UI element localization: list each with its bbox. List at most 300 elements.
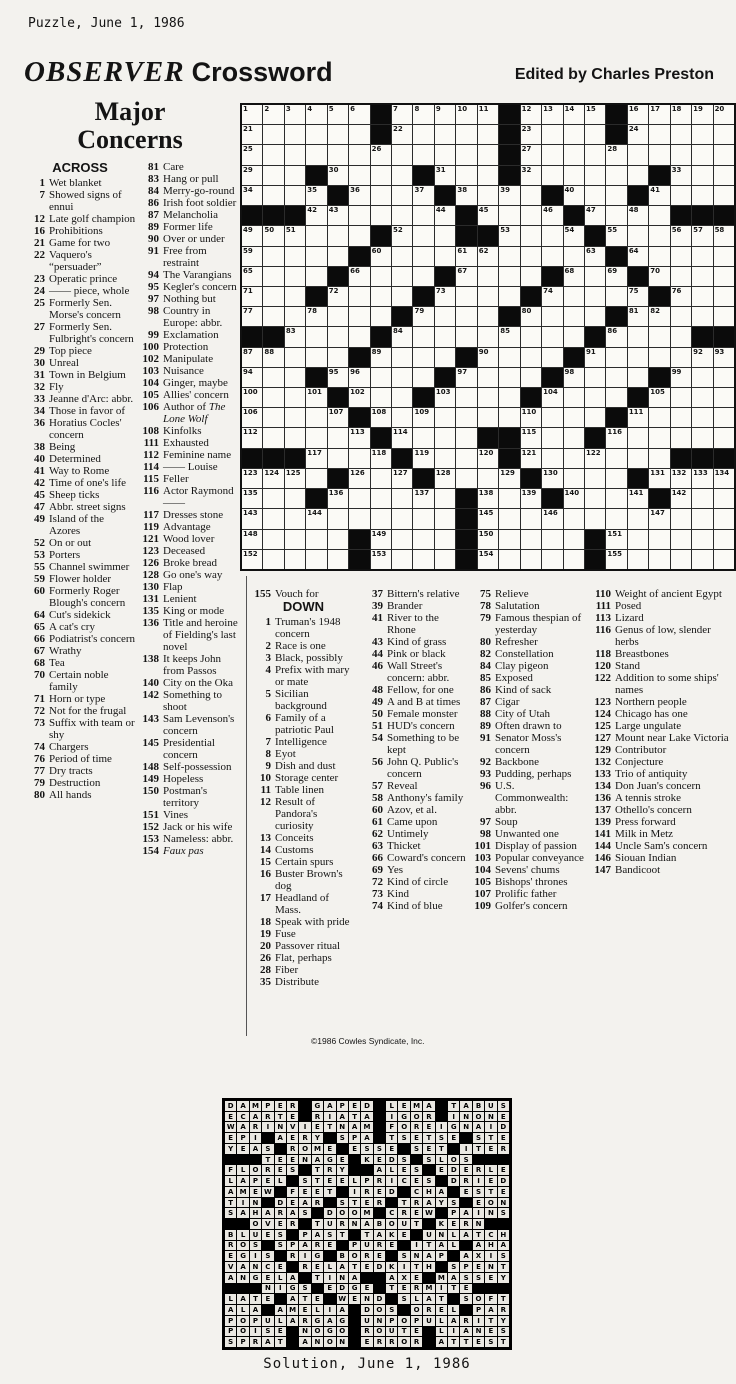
solution-letter-cell: T xyxy=(337,1230,348,1240)
clue-number: 142 xyxy=(142,689,159,701)
grid-cell xyxy=(306,428,326,447)
grid-black-cell xyxy=(564,348,584,367)
clue-number: 37 xyxy=(372,588,383,600)
solution-letter-cell: A xyxy=(250,1144,261,1154)
solution-letter-cell: P xyxy=(436,1251,447,1261)
grid-cell xyxy=(564,226,584,245)
clue-number: 72 xyxy=(34,705,45,717)
grid-cell xyxy=(628,247,648,266)
grid-cell-number: 20 xyxy=(714,105,725,113)
grid-cell xyxy=(413,449,433,468)
clue-text: Actor Raymond —— xyxy=(163,485,234,509)
grid-cell xyxy=(692,287,712,306)
grid-cell-number: 149 xyxy=(371,529,387,538)
grid-cell xyxy=(456,287,476,306)
grid-cell xyxy=(606,530,626,549)
solution-letter-cell: E xyxy=(398,1284,409,1294)
grid-cell xyxy=(521,449,541,468)
clue-text: Something to shoot xyxy=(163,689,222,713)
grid-cell xyxy=(585,348,605,367)
clue-text: Wall Street's concern: abbr. xyxy=(387,660,450,684)
masthead xyxy=(24,56,714,89)
clue-text: Exclamation xyxy=(163,329,219,341)
solution-letter-cell: G xyxy=(448,1122,459,1132)
grid-cell xyxy=(306,388,326,407)
grid-black-cell xyxy=(435,186,455,205)
clue-number: 122 xyxy=(594,672,611,684)
across-clue xyxy=(24,561,136,573)
grid-cell xyxy=(521,307,541,326)
grid-cell xyxy=(606,489,626,508)
clue-number: 39 xyxy=(372,600,383,612)
grid-cell xyxy=(285,469,305,488)
solution-letter-cell: U xyxy=(398,1219,409,1229)
grid-cell xyxy=(606,327,626,346)
grid-cell xyxy=(585,368,605,387)
grid-cell xyxy=(392,550,412,569)
solution-black-cell xyxy=(361,1165,372,1175)
grid-cell xyxy=(413,105,433,124)
grid-cell xyxy=(478,267,498,286)
solution-black-cell xyxy=(237,1284,248,1294)
down-clue xyxy=(590,648,735,660)
down-clue xyxy=(250,640,357,652)
solution-black-cell xyxy=(337,1241,348,1251)
grid-cell-number: 68 xyxy=(564,266,575,275)
down-clue xyxy=(590,672,735,696)
down-clue xyxy=(362,888,467,900)
clue-text: Clay pigeon xyxy=(495,660,549,672)
grid-cell xyxy=(649,388,669,407)
grid-cell xyxy=(456,105,476,124)
grid-cell xyxy=(392,186,412,205)
clue-text: Female monster xyxy=(387,708,458,720)
clue-text: Allies' concern xyxy=(163,389,229,401)
grid-cell xyxy=(349,327,369,346)
grid-black-cell xyxy=(242,206,262,225)
clue-number: 124 xyxy=(594,708,611,720)
clue-text: Prohibitions xyxy=(49,225,103,237)
solution-letter-cell: T xyxy=(299,1294,310,1304)
grid-black-cell xyxy=(456,206,476,225)
clue-number: 60 xyxy=(372,804,383,816)
solution-letter-cell: E xyxy=(460,1165,471,1175)
solution-letter-cell: E xyxy=(262,1273,273,1283)
grid-cell xyxy=(585,509,605,528)
grid-cell xyxy=(263,125,283,144)
grid-cell xyxy=(328,489,348,508)
clue-number: 49 xyxy=(34,513,45,525)
down-clue xyxy=(362,600,467,612)
clue-number: 28 xyxy=(260,964,271,976)
across-clue xyxy=(24,369,136,381)
solution-letter-cell: D xyxy=(498,1122,509,1132)
grid-cell xyxy=(692,226,712,245)
grid-cell xyxy=(349,287,369,306)
clue-text: Formerly Sen. Morse's concern xyxy=(49,297,121,321)
clue-text: Porters xyxy=(49,549,81,561)
solution-letter-cell: E xyxy=(262,1294,273,1304)
crossword-grid xyxy=(240,103,736,571)
across-clue xyxy=(138,173,241,185)
clue-number: 49 xyxy=(372,696,383,708)
solution-letter-cell: F xyxy=(485,1294,496,1304)
grid-cell-number: 77 xyxy=(243,307,253,316)
across-clue xyxy=(24,381,136,393)
grid-cell-number: 37 xyxy=(414,185,425,194)
across-clue xyxy=(24,717,136,741)
solution-black-cell xyxy=(299,1165,310,1175)
grid-black-cell xyxy=(371,226,391,245)
grid-cell xyxy=(328,509,348,528)
solution-letter-cell: I xyxy=(386,1112,397,1122)
solution-letter-cell: D xyxy=(498,1176,509,1186)
clue-text: Family of a patriotic Paul xyxy=(275,712,334,736)
down-clue xyxy=(590,756,735,768)
grid-cell-number: 145 xyxy=(478,509,494,518)
grid-cell-number: 53 xyxy=(500,226,510,235)
grid-cell xyxy=(392,388,412,407)
grid-cell xyxy=(628,348,648,367)
solution-letter-cell: P xyxy=(237,1133,248,1143)
solution-letter-cell: G xyxy=(312,1251,323,1261)
clue-number: 80 xyxy=(34,789,45,801)
clue-number: 149 xyxy=(142,773,159,785)
grid-cell xyxy=(692,530,712,549)
clue-number: 43 xyxy=(372,636,383,648)
solution-letter-cell: P xyxy=(349,1133,360,1143)
solution-letter-cell: P xyxy=(287,1241,298,1251)
clue-text: Chargers xyxy=(49,741,89,753)
solution-letter-cell: M xyxy=(436,1273,447,1283)
solution-letter-cell: Y xyxy=(337,1165,348,1175)
clue-text: Azov, et al. xyxy=(387,804,437,816)
grid-cell xyxy=(564,145,584,164)
down-clue xyxy=(250,688,357,712)
down-clue xyxy=(362,864,467,876)
grid-cell-number: 103 xyxy=(435,388,451,397)
solution-letter-cell: N xyxy=(237,1273,248,1283)
solution-letter-cell: A xyxy=(250,1305,261,1315)
grid-black-cell xyxy=(671,206,691,225)
across-clue xyxy=(24,645,136,657)
clue-text: Faux pas xyxy=(163,845,204,857)
solution-black-cell xyxy=(398,1144,409,1154)
solution-letter-cell: O xyxy=(398,1316,409,1326)
across-clue xyxy=(138,593,241,605)
grid-black-cell xyxy=(328,186,348,205)
clue-text: River to the Rhone xyxy=(387,612,439,636)
grid-cell xyxy=(542,226,562,245)
solution-letter-cell: S xyxy=(337,1133,348,1143)
grid-cell-number: 130 xyxy=(543,468,558,477)
grid-cell xyxy=(671,530,691,549)
clue-text: Broke bread xyxy=(163,557,218,569)
grid-cell xyxy=(413,145,433,164)
solution-letter-cell: S xyxy=(299,1284,310,1294)
grid-black-cell xyxy=(456,489,476,508)
clue-number: 17 xyxy=(260,892,271,904)
across-clue xyxy=(138,533,241,545)
grid-black-cell xyxy=(306,287,326,306)
grid-cell xyxy=(628,307,648,326)
grid-cell-number: 12 xyxy=(521,105,532,113)
grid-cell-number: 62 xyxy=(478,246,489,255)
solution-letter-cell: P xyxy=(473,1305,484,1315)
solution-black-cell xyxy=(349,1155,360,1165)
clue-number: 97 xyxy=(148,293,159,305)
solution-letter-cell: K xyxy=(386,1262,397,1272)
grid-cell xyxy=(435,449,455,468)
solution-letter-cell: L xyxy=(386,1165,397,1175)
solution-letter-cell: T xyxy=(423,1133,434,1143)
solution-letter-cell: A xyxy=(361,1219,372,1229)
solution-grid xyxy=(222,1098,512,1350)
grid-cell xyxy=(628,287,648,306)
grid-cell xyxy=(499,348,519,367)
grid-cell xyxy=(628,449,648,468)
clue-text: Headland of Mass. xyxy=(275,892,330,916)
clue-number: 66 xyxy=(34,633,45,645)
solution-letter-cell: P xyxy=(460,1262,471,1272)
grid-cell-number: 19 xyxy=(693,105,703,113)
grid-cell xyxy=(478,125,498,144)
grid-black-cell xyxy=(456,348,476,367)
clue-text: Merry-go-round xyxy=(163,185,235,197)
grid-cell xyxy=(242,509,262,528)
solution-black-cell xyxy=(498,1219,509,1229)
clue-text: Operatic prince xyxy=(49,273,118,285)
grid-cell xyxy=(349,105,369,124)
clue-text: Irish foot soldier xyxy=(163,197,237,209)
grid-black-cell xyxy=(542,368,562,387)
grid-black-cell xyxy=(499,145,519,164)
solution-letter-cell: A xyxy=(386,1273,397,1283)
clue-text: Conjecture xyxy=(615,756,664,768)
grid-cell-number: 10 xyxy=(457,105,468,113)
across-clue xyxy=(138,221,241,233)
clue-number: 153 xyxy=(142,833,159,845)
grid-cell-number: 28 xyxy=(607,145,618,154)
solution-letter-cell: G xyxy=(287,1284,298,1294)
down-clue xyxy=(470,828,584,840)
grid-cell-number: 86 xyxy=(607,327,618,336)
clue-number: 55 xyxy=(34,561,45,573)
across-clue xyxy=(24,177,136,189)
grid-cell-number: 26 xyxy=(371,145,382,154)
grid-cell xyxy=(263,186,283,205)
grid-cell xyxy=(649,145,669,164)
clue-number: 92 xyxy=(480,756,491,768)
grid-cell xyxy=(242,287,262,306)
grid-black-cell xyxy=(628,186,648,205)
down-clue xyxy=(470,900,584,912)
solution-black-cell xyxy=(473,1284,484,1294)
solution-black-cell xyxy=(485,1155,496,1165)
solution-letter-cell: S xyxy=(460,1294,471,1304)
solution-letter-cell: F xyxy=(386,1122,397,1132)
grid-cell xyxy=(649,408,669,427)
grid-cell xyxy=(306,145,326,164)
clue-text: Self-possession xyxy=(163,761,232,773)
clue-text: Certain noble family xyxy=(49,669,109,693)
clue-number: 54 xyxy=(372,732,383,744)
solution-letter-cell: I xyxy=(460,1144,471,1154)
down-clue xyxy=(250,952,357,964)
solution-letter-cell: T xyxy=(312,1273,323,1283)
clue-number: 82 xyxy=(480,648,491,660)
grid-cell xyxy=(285,307,305,326)
grid-cell-number: 120 xyxy=(478,448,494,457)
solution-letter-cell: P xyxy=(349,1241,360,1251)
solution-letter-cell: A xyxy=(287,1316,298,1326)
clue-number: 150 xyxy=(142,785,159,797)
across-clue xyxy=(24,789,136,801)
grid-cell xyxy=(263,388,283,407)
across-clue xyxy=(138,545,241,557)
down-clue xyxy=(470,612,584,636)
solution-letter-cell: S xyxy=(473,1133,484,1143)
solution-letter-cell: M xyxy=(287,1305,298,1315)
grid-cell xyxy=(542,327,562,346)
grid-cell-number: 32 xyxy=(521,165,532,174)
solution-letter-cell: E xyxy=(237,1144,248,1154)
clue-number: 75 xyxy=(480,588,491,600)
solution-letter-cell: E xyxy=(250,1187,261,1197)
clue-number: 19 xyxy=(260,928,271,940)
clue-number: 112 xyxy=(143,449,159,461)
across-clues-column-1 xyxy=(24,161,136,801)
solution-letter-cell: R xyxy=(287,1101,298,1111)
grid-cell xyxy=(306,530,326,549)
across-clue xyxy=(24,273,136,285)
grid-cell xyxy=(435,348,455,367)
clue-number: 86 xyxy=(148,197,159,209)
solution-letter-cell: T xyxy=(324,1122,335,1132)
solution-letter-cell: R xyxy=(275,1208,286,1218)
grid-black-cell xyxy=(456,530,476,549)
clue-number: 73 xyxy=(372,888,383,900)
solution-letter-cell: E xyxy=(225,1112,236,1122)
grid-cell-number: 67 xyxy=(457,266,468,275)
grid-cell xyxy=(628,226,648,245)
clue-number: 96 xyxy=(480,780,491,792)
solution-black-cell xyxy=(460,1305,471,1315)
grid-cell xyxy=(692,469,712,488)
clue-number: 98 xyxy=(148,305,159,317)
down-clue xyxy=(362,840,467,852)
solution-letter-cell: P xyxy=(250,1316,261,1326)
grid-black-cell xyxy=(692,206,712,225)
clue-number: 41 xyxy=(34,465,45,477)
solution-letter-cell: F xyxy=(225,1165,236,1175)
clue-number: 59 xyxy=(34,573,45,585)
grid-black-cell xyxy=(649,489,669,508)
solution-letter-cell: E xyxy=(349,1294,360,1304)
clue-text: Late golf champion xyxy=(49,213,136,225)
clue-number: 6 xyxy=(265,712,271,724)
grid-cell-number: 117 xyxy=(307,448,322,457)
grid-cell xyxy=(714,530,734,549)
grid-black-cell xyxy=(585,327,605,346)
down-clue xyxy=(362,876,467,888)
solution-letter-cell: E xyxy=(312,1262,323,1272)
clue-number: 107 xyxy=(474,888,491,900)
solution-letter-cell: I xyxy=(398,1262,409,1272)
solution-letter-cell: R xyxy=(361,1251,372,1261)
clue-text: Kind of sack xyxy=(495,684,552,696)
solution-letter-cell: O xyxy=(386,1219,397,1229)
down-clue xyxy=(470,888,584,900)
across-clue xyxy=(24,657,136,669)
grid-cell xyxy=(564,166,584,185)
across-clue xyxy=(24,669,136,693)
clue-text: Something to be kept xyxy=(387,732,460,756)
grid-cell xyxy=(521,327,541,346)
clue-text: Those in favor of xyxy=(49,405,126,417)
solution-letter-cell: L xyxy=(225,1176,236,1186)
solution-letter-cell: E xyxy=(374,1187,385,1197)
grid-cell-number: 36 xyxy=(350,185,360,194)
solution-black-cell xyxy=(275,1251,286,1261)
down-clue xyxy=(250,844,357,856)
solution-letter-cell: M xyxy=(312,1144,323,1154)
clue-number: 25 xyxy=(34,297,45,309)
solution-letter-cell: P xyxy=(250,1176,261,1186)
grid-cell xyxy=(263,530,283,549)
solution-letter-cell: A xyxy=(337,1112,348,1122)
clue-text: Destruction xyxy=(49,777,101,789)
solution-letter-cell: A xyxy=(473,1122,484,1132)
grid-cell xyxy=(499,226,519,245)
grid-cell xyxy=(692,247,712,266)
grid-cell-number: 15 xyxy=(585,105,596,113)
grid-cell xyxy=(371,449,391,468)
grid-cell xyxy=(392,509,412,528)
grid-cell xyxy=(392,469,412,488)
clue-number: 32 xyxy=(34,381,45,393)
grid-cell xyxy=(328,145,348,164)
grid-cell xyxy=(242,166,262,185)
solution-letter-cell: I xyxy=(386,1176,397,1186)
puzzle-title xyxy=(28,98,232,154)
grid-cell xyxy=(478,449,498,468)
grid-cell xyxy=(671,388,691,407)
down-clue xyxy=(250,856,357,868)
solution-letter-cell: L xyxy=(386,1101,397,1111)
solution-letter-cell: O xyxy=(299,1144,310,1154)
clue-number: 45 xyxy=(34,489,45,501)
grid-black-cell xyxy=(606,105,626,124)
grid-cell xyxy=(306,550,326,569)
solution-letter-cell: N xyxy=(485,1262,496,1272)
grid-cell-number: 106 xyxy=(243,408,258,417)
clue-number: 56 xyxy=(372,756,383,768)
grid-black-cell xyxy=(285,449,305,468)
grid-cell xyxy=(306,307,326,326)
grid-cell xyxy=(585,469,605,488)
solution-letter-cell: H xyxy=(423,1187,434,1197)
grid-cell-number: 79 xyxy=(414,307,425,316)
grid-cell xyxy=(263,247,283,266)
solution-black-cell xyxy=(411,1230,422,1240)
clue-number: 12 xyxy=(260,796,271,808)
grid-cell xyxy=(606,469,626,488)
grid-cell-number: 31 xyxy=(435,165,446,174)
grid-cell xyxy=(349,226,369,245)
solution-letter-cell: S xyxy=(498,1101,509,1111)
grid-black-cell xyxy=(649,166,669,185)
